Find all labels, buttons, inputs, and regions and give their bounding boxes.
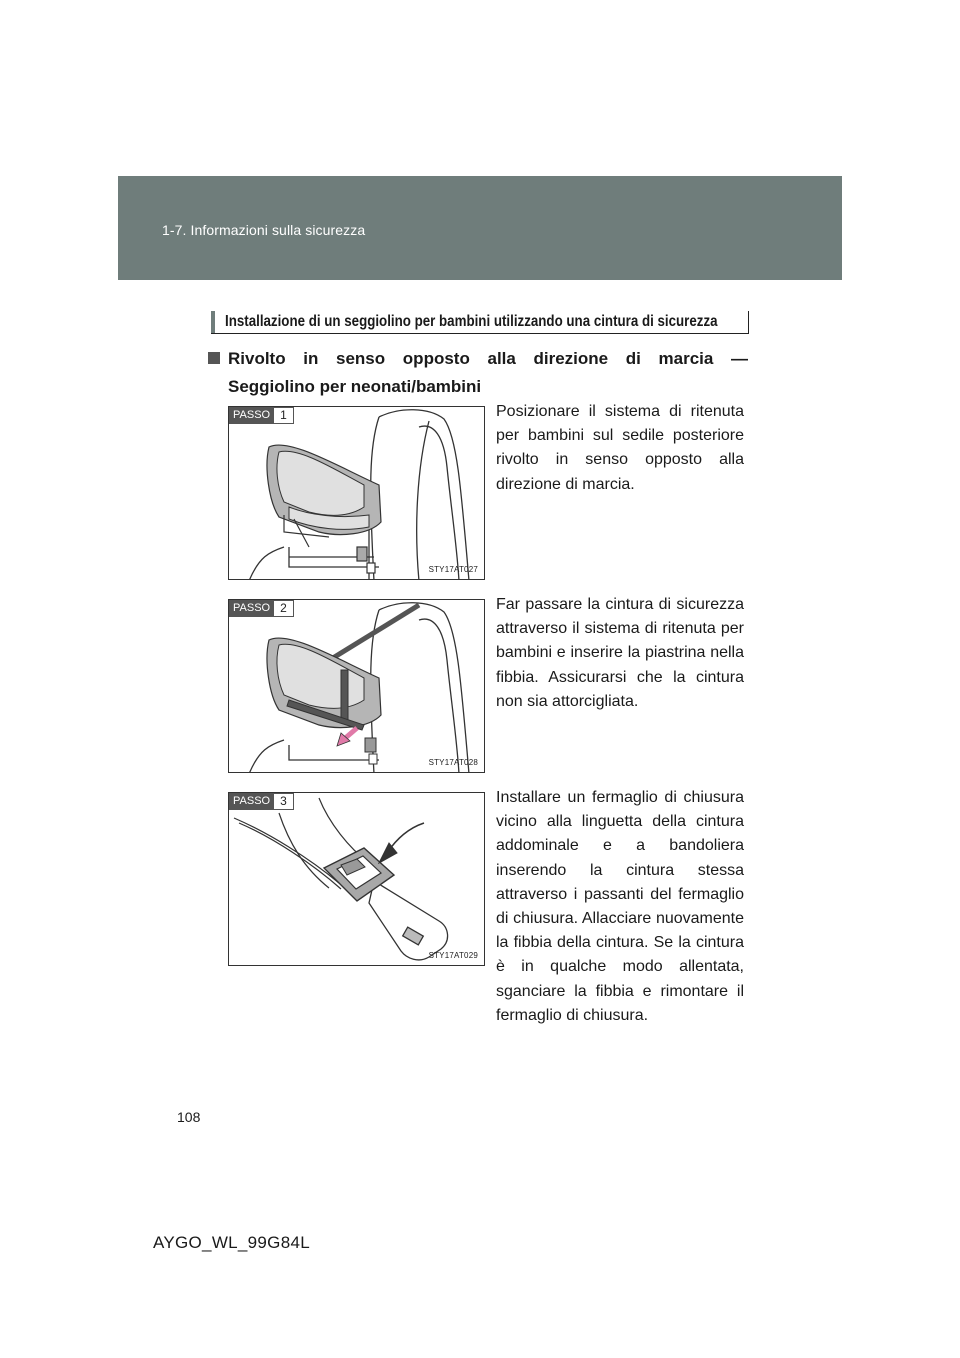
section-title: 1-7. Informazioni sulla sicurezza <box>162 222 366 238</box>
locking-clip-image <box>229 793 485 966</box>
step-3-image-code: STY17AT029 <box>428 951 478 960</box>
step-2-image-code: STY17AT028 <box>428 758 478 767</box>
belt-through-child-seat-image <box>229 600 485 773</box>
step-3-illustration <box>228 792 485 966</box>
topic-title-bar <box>211 311 749 334</box>
child-seat-on-rear-seat-image <box>229 407 485 580</box>
step-3-badge-label: PASSO <box>229 793 273 810</box>
step-1-illustration <box>228 406 485 580</box>
subheading <box>228 345 748 401</box>
document-code: AYGO_WL_99G84L <box>153 1233 310 1252</box>
page-number: 108 <box>177 1109 201 1125</box>
step-3-text: Installare un fermaglio di chiusura vicino alla linguetta della cintura addominale e a bandoliera inserendo la cintura stessa attraverso i passanti del fermaglio di chiusura. Allacciare nuovamente la fibbia della cintura. Se la cintura è in qualche modo allentata, sganciare la fibbia e rimontare il fermaglio di chiusura. <box>496 789 744 1024</box>
step-2-badge-label: PASSO <box>229 600 273 617</box>
square-bullet-icon <box>208 352 220 364</box>
step-1-text: Posizionare il sistema di ritenuta per bambini sul sedile posteriore rivolto in senso opposto alla direzione di marcia. <box>496 403 744 493</box>
subheading-line-2: Seggiolino per neonati/bambini <box>228 377 482 396</box>
topic-marker <box>211 311 215 333</box>
subheading-line-1: Rivolto in senso opposto alla direzione di marcia — <box>228 349 748 368</box>
step-3-badge <box>229 793 294 810</box>
step-2-badge <box>229 600 294 617</box>
step-1-image-code: STY17AT027 <box>428 565 478 574</box>
step-2-badge-number: 2 <box>273 600 294 617</box>
topic-title: Installazione di un seggiolino per bambini utilizzando una cintura di sicurezza <box>225 313 718 330</box>
step-2-text: Far passare la cintura di sicurezza attraverso il sistema di ritenuta per bambini e inserire la piastrina nella fibbia. Assicurarsi che la cintura non sia attorcigliata. <box>496 596 744 710</box>
step-1-badge-number: 1 <box>273 407 294 424</box>
step-2-illustration <box>228 599 485 773</box>
step-3-badge-number: 3 <box>273 793 294 810</box>
step-1-badge-label: PASSO <box>229 407 273 424</box>
header-band <box>118 176 842 280</box>
step-1-badge <box>229 407 294 424</box>
